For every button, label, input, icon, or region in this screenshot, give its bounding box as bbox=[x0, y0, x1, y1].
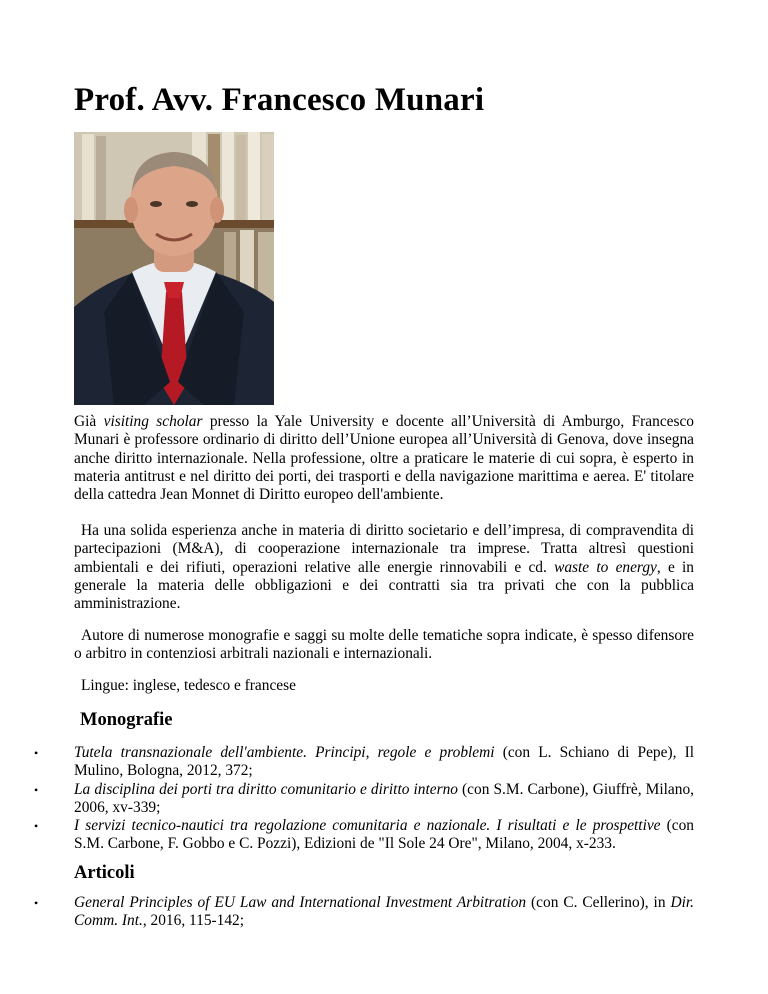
monografia-title: Tutela transnazionale dell'ambiente. Principi, regole e problemi bbox=[74, 744, 495, 761]
list-item bbox=[34, 894, 694, 931]
monografie-list bbox=[34, 744, 694, 854]
portrait-photo bbox=[74, 132, 274, 405]
monografia-details: (con L. Schiano di Pepe), Il Mulino, Bologna, 2012, 372; bbox=[74, 744, 694, 780]
articoli-list bbox=[34, 894, 694, 931]
bullet-icon: • bbox=[34, 819, 39, 834]
list-item bbox=[34, 780, 694, 818]
bio-p1-pre: Già bbox=[74, 413, 104, 430]
bio-p1-post: presso la Yale University e docente all’Università di Amburgo, Francesco Munari è professore ordinario di diritto dell’Unione europea all’Università di Genova, dove insegna anche diritto internazionale. Nella professione, oltre a praticare le materie di cui sopra, è esperto in materia antitrust e nel diritto dei porti, dei trasporti e della navigazione marittima e aerea. E' titolare della cattedra Jean Monnet di Diritto europeo dell'ambiente. bbox=[74, 413, 694, 504]
monografia-details: (con S.M. Carbone, F. Gobbo e C. Pozzi), Edizioni de "Il Sole 24 Ore", Milano, 2004, x-233. bbox=[74, 817, 694, 853]
bio-paragraph-1 bbox=[74, 413, 694, 504]
articoli-heading: Articoli bbox=[74, 863, 135, 883]
bio-paragraph-2 bbox=[74, 522, 694, 613]
bio-paragraph-3: Autore di numerose monografie e saggi su molte delle tematiche sopra indicate, è spesso difensore o arbitro in contenziosi arbitrali nazionali e internazionali. bbox=[74, 627, 694, 663]
articolo-journal: Dir. Comm. Int. bbox=[74, 894, 694, 930]
monografia-title: La disciplina dei porti tra diritto comunitario e diritto interno bbox=[74, 780, 458, 798]
languages-line: Lingue: inglese, tedesco e francese bbox=[81, 677, 296, 694]
bullet-icon: • bbox=[34, 746, 39, 760]
bio-p1-em: visiting scholar bbox=[103, 413, 203, 430]
bio-p2-em: waste to energy bbox=[554, 558, 657, 576]
bullet-icon: • bbox=[34, 896, 39, 910]
bullet-icon: • bbox=[34, 782, 39, 797]
list-item bbox=[34, 744, 694, 781]
monografia-title: I servizi tecnico-nautici tra regolazione comunitaria e nazionale. I risultati e le prospettive bbox=[74, 817, 661, 835]
monografie-heading: Monografie bbox=[80, 710, 173, 730]
monografia-details: (con S.M. Carbone), Giuffrè, Milano, 2006, xv-339; bbox=[74, 780, 694, 816]
list-item bbox=[34, 817, 694, 854]
articolo-authors: (con C. Cellerino), in bbox=[526, 894, 671, 911]
bio-p2-post: , e in generale la materia delle obbligazioni e dei contratti sia tra privati che con la pubblica amministrazione. bbox=[74, 558, 694, 613]
articolo-title: General Principles of EU Law and International Investment Arbitration bbox=[74, 894, 527, 911]
page-title: Prof. Avv. Francesco Munari bbox=[74, 82, 485, 118]
articolo-details: , 2016, 115-142; bbox=[142, 912, 245, 930]
bio-p2-pre: Ha una solida esperienza anche in materia di diritto societario e dell’impresa, di compravendita di partecipazioni (M&A), di cooperazione internazionale tra imprese. Tratta altresì questioni ambientali e dei rifiuti, operazioni relative alle energie rinnovabili e cd. bbox=[74, 522, 694, 576]
